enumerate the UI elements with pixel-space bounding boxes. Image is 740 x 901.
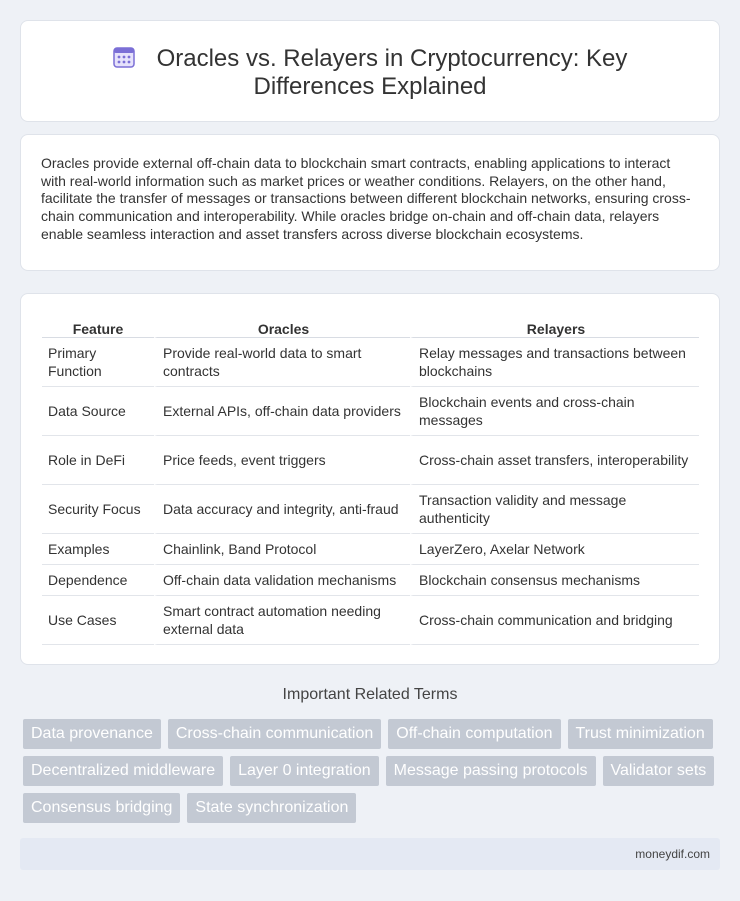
tag-off-chain-computation[interactable]: Off-chain computation: [388, 719, 560, 749]
cell-relayers: Blockchain events and cross-chain messages: [410, 387, 699, 436]
tag-state-synchronization[interactable]: State synchronization: [187, 793, 356, 823]
tag-cross-chain-communication[interactable]: Cross-chain communication: [168, 719, 381, 749]
table-row: [42, 436, 699, 485]
footer: [20, 838, 720, 870]
cell-feature: Use Cases: [42, 596, 154, 645]
cell-relayers: Transaction validity and message authenticity: [410, 485, 699, 534]
related-terms-title: Important Related Terms: [282, 686, 458, 703]
footer-site[interactable]: moneydif.com: [635, 847, 710, 861]
related-terms-list: [23, 719, 723, 823]
tag-data-provenance[interactable]: Data provenance: [23, 719, 161, 749]
cell-relayers: Cross-chain communication and bridging: [410, 596, 699, 645]
cell-oracles: External APIs, off-chain data providers: [154, 387, 410, 436]
table-row: [42, 387, 699, 436]
cell-feature: Examples: [42, 534, 154, 565]
cell-feature: Security Focus: [42, 485, 154, 534]
comparison-table: [42, 316, 699, 645]
cell-relayers: Cross-chain asset transfers, interoperability: [410, 436, 699, 485]
cell-oracles: Price feeds, event triggers: [154, 436, 410, 485]
page-title: Oracles vs. Relayers in Cryptocurrency: Key Differences Explained: [156, 45, 628, 100]
tag-consensus-bridging[interactable]: Consensus bridging: [23, 793, 180, 823]
tag-validator-sets[interactable]: Validator sets: [603, 756, 715, 786]
header-relayers: Relayers: [410, 316, 699, 338]
table-row: [42, 485, 699, 534]
tag-trust-minimization[interactable]: Trust minimization: [568, 719, 713, 749]
cell-relayers: Blockchain consensus mechanisms: [410, 565, 699, 596]
cell-relayers: Relay messages and transactions between blockchains: [410, 338, 699, 387]
cell-oracles: Provide real-world data to smart contracts: [154, 338, 410, 387]
header-oracles: Oracles: [154, 316, 410, 338]
tag-layer-0-integration[interactable]: Layer 0 integration: [230, 756, 379, 786]
table-header-row: [42, 316, 699, 338]
cell-feature: Data Source: [42, 387, 154, 436]
cell-oracles: Chainlink, Band Protocol: [154, 534, 410, 565]
cell-oracles: Smart contract automation needing external data: [154, 596, 410, 645]
comparison-table-card: [20, 293, 720, 665]
cell-feature: Primary Function: [42, 338, 154, 387]
header-feature: Feature: [42, 316, 154, 338]
table-row: [42, 338, 699, 387]
cell-feature: Dependence: [42, 565, 154, 596]
cell-relayers: LayerZero, Axelar Network: [410, 534, 699, 565]
cell-oracles: Off-chain data validation mechanisms: [154, 565, 410, 596]
title-card: [20, 20, 720, 122]
intro-paragraph: Oracles provide external off-chain data to blockchain smart contracts, enabling applications to interact with real-world information such as market prices or weather conditions. Relayers, on the other hand, facilitate the transfer of messages or transactions between different blockchain networks, ensuring cross-chain communication and interoperability. While oracles bridge on-chain and off-chain data, relayers enable seamless interaction and asset transfers across diverse blockchain ecosystems.: [41, 155, 691, 242]
tag-message-passing-protocols[interactable]: Message passing protocols: [386, 756, 596, 786]
cell-feature: Role in DeFi: [42, 436, 154, 485]
page-title-wrap: [51, 45, 689, 101]
table-row: [42, 534, 699, 565]
cell-oracles: Data accuracy and integrity, anti-fraud: [154, 485, 410, 534]
intro-card: [20, 134, 720, 271]
table-row: [42, 596, 699, 645]
calendar-grid-icon: [113, 46, 135, 68]
tag-decentralized-middleware[interactable]: Decentralized middleware: [23, 756, 223, 786]
table-row: [42, 565, 699, 596]
